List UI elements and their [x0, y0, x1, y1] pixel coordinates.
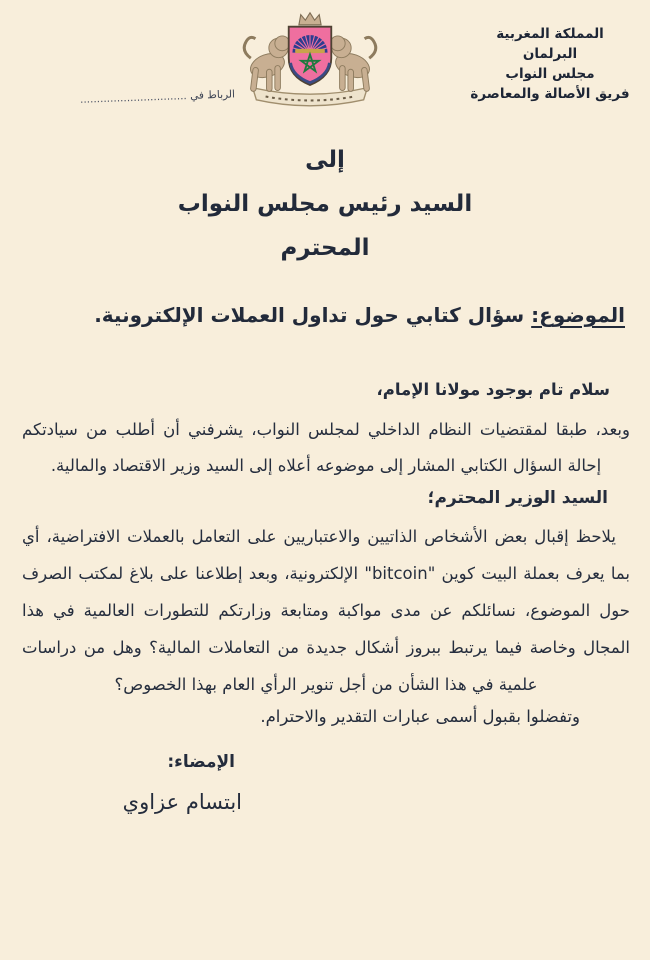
date-dotted-blank: ................................ [79, 90, 187, 106]
org-line-kingdom: المملكة المغربية [496, 26, 604, 42]
date-line [30, 88, 235, 107]
morocco-coat-of-arms-emblem [236, 10, 384, 110]
paragraph-question: يلاحظ إقبال بعض الأشخاص الذاتيين والاعتباريين على التعامل بالعملات الافتراضية، أي بما يعرف بعملة البيت كوين "bitcoin" الإلكترونية، وبعد إطلاعنا على بلاغ لمكتب الصرف حول الموضوع، نسائلكم عن مدى مواكبة ومتابعة وزارتكم للتطورات العالمية في هذا المجال وخاصة فيما يرتبط ببروز أشكال جديدة من التعاملات المالية؟ وهل من دراسات علمية في هذا الشأن من أجل تنوير الرأي العام بهذا الخصوص؟ [22, 527, 630, 694]
emblem-lion-right [330, 36, 375, 92]
emblem-lion-left [244, 36, 289, 92]
salutation-line: سلام تام بوجود مولانا الإمام، [376, 380, 610, 399]
emblem-crown [299, 13, 321, 25]
letterhead-org-block [466, 24, 634, 104]
subject-label: الموضوع: [531, 303, 625, 327]
vocative-minister-line: السيد الوزير المحترم؛ [427, 488, 608, 508]
recipient-to: إلى [305, 147, 345, 173]
signature-name: ابتسام عزاوي [122, 790, 242, 814]
recipient-honorific: المحترم [280, 235, 370, 261]
org-line-house: مجلس النواب [505, 66, 595, 82]
subject-line [25, 303, 625, 327]
recipient-block [0, 138, 650, 270]
date-place-label: الرباط في [189, 88, 236, 102]
subject-text: سؤال كتابي حول تداول العملات الإلكترونية. [94, 303, 525, 327]
org-line-parliament: البرلمان [522, 46, 578, 62]
signature-label: الإمضاء: [167, 752, 235, 772]
paragraph-referral: وبعد، طبقا لمقتضيات النظام الداخلي لمجلس النواب، يشرفني أن أطلب من سيادتكم إحالة السؤال الكتابي المشار إلى موضوعه أعلاه إلى السيد وزير الاقتصاد والمالية. [22, 420, 630, 475]
closing-line: وتفضلوا بقبول أسمى عبارات التقدير والاحترام. [260, 707, 580, 726]
org-line-group: فريق الأصالة والمعاصرة [470, 86, 630, 102]
recipient-title: السيد رئيس مجلس النواب [177, 191, 473, 217]
